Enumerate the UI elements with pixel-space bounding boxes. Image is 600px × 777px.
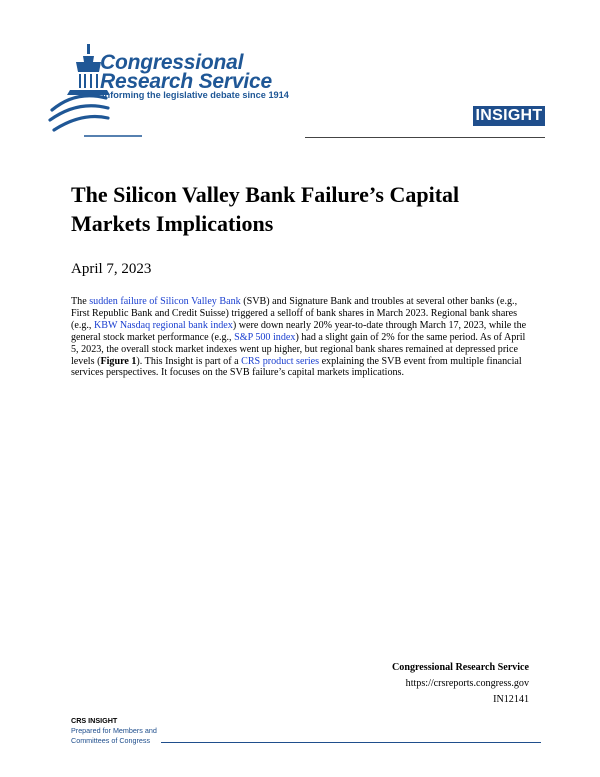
header-divider (305, 137, 545, 138)
text-segment: ). This Insight is part of a (136, 355, 242, 367)
text-segment: ) had a slight gain of 2% for the same period. As of April 5, 2023, the overall stock market indexes went up higher, but regional bank shares remained at depressed price levels ( (71, 331, 526, 367)
footer-divider (161, 742, 541, 743)
text-segment: explaining the SVB event from multiple financial services perspectives. It focuses on the SVB failure’s capital markets implications. (71, 355, 522, 379)
crs-insight-label (71, 716, 157, 746)
footer-id: IN12141 (493, 694, 529, 705)
body-paragraph (71, 296, 531, 379)
insight-badge: INSIGHT (473, 106, 545, 126)
footer-org: Congressional Research Service (392, 662, 529, 673)
footer-url: https://crsreports.congress.gov (405, 678, 529, 689)
org-tagline: Informing the legislative debate since 1914 (102, 90, 289, 100)
footer-info (392, 660, 529, 708)
org-name-line2: Research Service (100, 70, 272, 93)
text-segment: The (71, 296, 90, 307)
document-date: April 7, 2023 (71, 261, 152, 277)
link-crs-product-series[interactable]: CRS product series (241, 355, 320, 367)
figure-reference: Figure 1 (100, 355, 137, 367)
link-sp500-index[interactable]: S&P 500 index (234, 331, 296, 343)
org-name-line1: Congressional (100, 51, 244, 74)
text-segment: (SVB) and Signature Bank and troubles at several other banks (e.g., First Republic Bank and Credit Suisse) triggered a selloff of bank shares in March 2023. Regional bank shares (e.g., (71, 296, 518, 331)
text-segment: ) were down nearly 20% year-to-date through March 17, 2023, while the general stock market performance (e.g., (71, 319, 527, 343)
link-kbw-index[interactable]: KBW Nasdaq regional bank index (93, 319, 233, 331)
link-svb-failure[interactable]: sudden failure of Silicon Valley Bank (89, 296, 241, 307)
prepared-line-1: Prepared for Members and (71, 726, 157, 735)
document-title: The Silicon Valley Bank Failure’s Capital Markets Implications (71, 182, 460, 236)
crs-insight-title: CRS INSIGHT (71, 716, 118, 725)
prepared-line-2: Committees of Congress (71, 736, 151, 745)
